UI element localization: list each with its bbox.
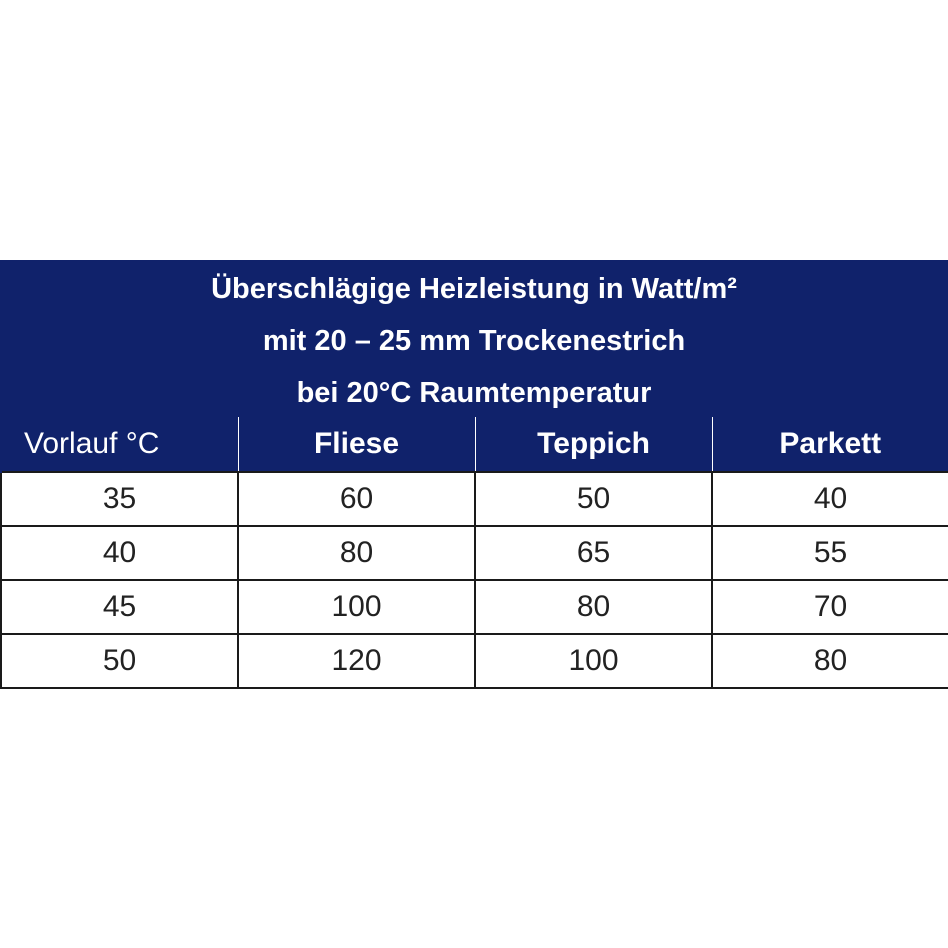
table-cell: 65 (475, 526, 712, 580)
table-row (1, 580, 948, 634)
table-title (0, 260, 948, 417)
table-cell: 100 (475, 634, 712, 688)
table-cell: 50 (475, 472, 712, 526)
table-cell: 40 (712, 472, 948, 526)
table-cell: 35 (1, 472, 238, 526)
table-row (1, 634, 948, 688)
table-cell: 80 (475, 580, 712, 634)
heating-table (0, 260, 948, 689)
column-header-vorlauf: Vorlauf °C (1, 417, 238, 472)
table-cell: 60 (238, 472, 475, 526)
table-cell: 120 (238, 634, 475, 688)
table-cell: 80 (238, 526, 475, 580)
title-line-3: bei 20°C Raumtemperatur (296, 377, 652, 409)
column-header-fliese: Fliese (238, 417, 475, 472)
table-row (1, 472, 948, 526)
data-table (0, 417, 948, 689)
title-line-2: mit 20 – 25 mm Trockenestrich (262, 325, 686, 357)
title-line-1: Überschlägige Heizleistung in Watt/m² (211, 273, 737, 305)
table-cell: 70 (712, 580, 948, 634)
table-cell: 100 (238, 580, 475, 634)
table-cell: 50 (1, 634, 238, 688)
table-cell: 45 (1, 580, 238, 634)
column-header-parkett: Parkett (712, 417, 948, 472)
column-header-teppich: Teppich (475, 417, 712, 472)
table-row (1, 526, 948, 580)
table-cell: 55 (712, 526, 948, 580)
table-cell: 40 (1, 526, 238, 580)
table-cell: 80 (712, 634, 948, 688)
header-row (1, 417, 948, 472)
